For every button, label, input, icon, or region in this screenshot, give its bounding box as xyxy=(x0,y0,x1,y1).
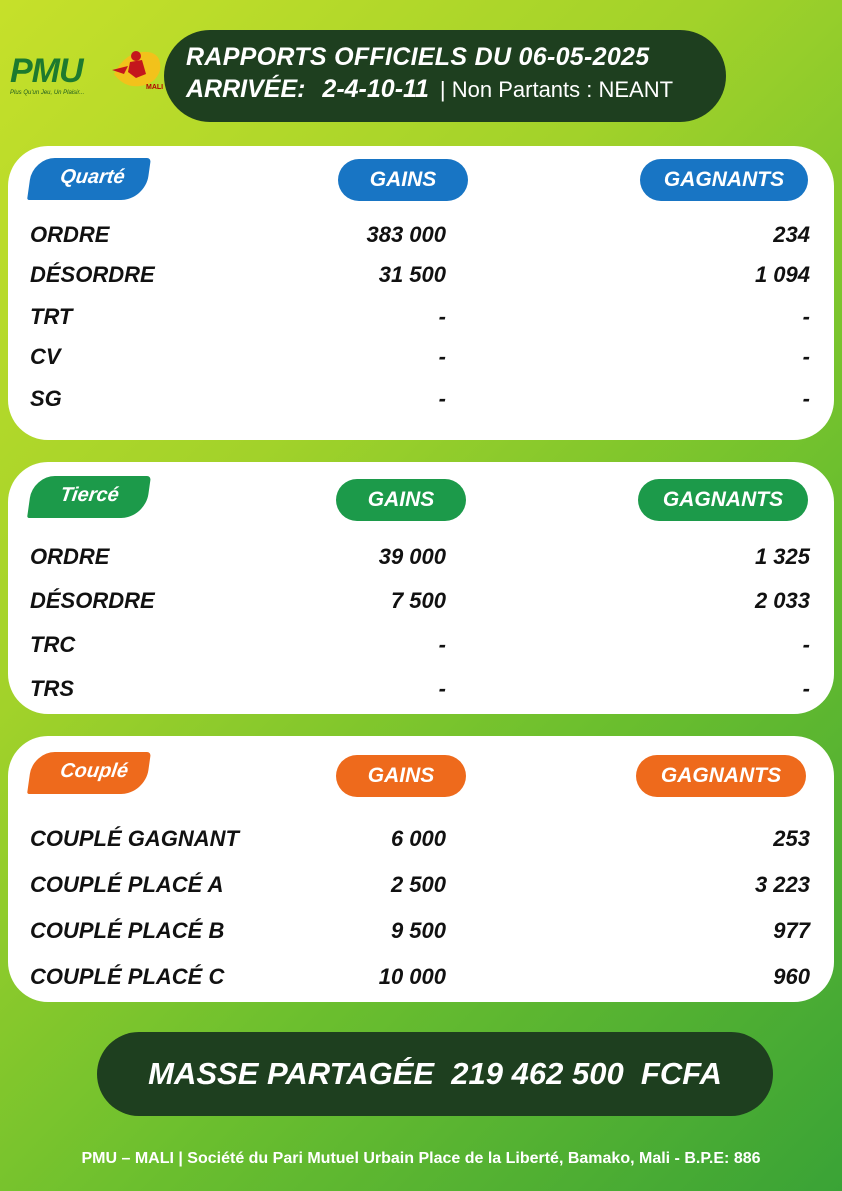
row-label: DÉSORDRE xyxy=(30,588,155,613)
couple-tag: Couplé xyxy=(27,752,151,794)
footer-text: PMU – MALI | Société du Pari Mutuel Urbain Place de la Liberté, Bamako, Mali - B.P.E: 886 xyxy=(81,1150,761,1167)
row-label: TRS xyxy=(30,676,74,701)
quarte-row xyxy=(30,384,810,414)
row-label: COUPLÉ PLACÉ A xyxy=(30,872,224,897)
header-banner xyxy=(164,30,726,122)
couple-row xyxy=(30,916,810,946)
row-gains: 7 500 xyxy=(390,588,446,613)
row-gagnants: - xyxy=(802,304,810,329)
row-label: TRT xyxy=(30,304,73,329)
row-gains: 6 000 xyxy=(390,826,446,851)
row-label: COUPLÉ PLACÉ B xyxy=(30,918,225,943)
logo-country: MALI xyxy=(146,84,164,91)
row-label: SG xyxy=(30,386,62,411)
row-gagnants: 1 325 xyxy=(754,544,810,569)
arrivee-value: 2-4-10-11 xyxy=(322,75,429,103)
row-gains: 39 000 xyxy=(378,544,446,569)
row-gagnants: 253 xyxy=(773,826,810,851)
tierce-gains-header: GAINS xyxy=(336,479,466,521)
couple-row xyxy=(30,824,810,854)
row-gains: - xyxy=(438,304,446,329)
tierce-row xyxy=(30,674,810,704)
tierce-row xyxy=(30,630,810,660)
couple-row xyxy=(30,962,810,992)
row-label: COUPLÉ PLACÉ C xyxy=(30,964,225,989)
row-gagnants: - xyxy=(802,386,810,411)
tierce-tag: Tiercé xyxy=(27,476,151,518)
non-partants: | Non Partants : NEANT xyxy=(439,77,674,102)
row-label: ORDRE xyxy=(30,222,110,247)
row-gains: 10 000 xyxy=(378,964,446,989)
quarte-gagnants-header: GAGNANTS xyxy=(640,159,808,201)
arrivee-line xyxy=(186,72,726,107)
quarte-row xyxy=(30,260,810,290)
row-gains: 9 500 xyxy=(390,918,446,943)
row-gagnants: 1 094 xyxy=(754,262,810,287)
row-label: ORDRE xyxy=(30,544,110,569)
tierce-card xyxy=(8,462,834,714)
couple-row xyxy=(30,870,810,900)
logo-text: PMU xyxy=(10,52,83,90)
tierce-gagnants-header: GAGNANTS xyxy=(638,479,808,521)
tierce-row xyxy=(30,586,810,616)
quarte-card xyxy=(8,146,834,440)
quarte-row xyxy=(30,302,810,332)
quarte-gains-header: GAINS xyxy=(338,159,468,201)
row-gagnants: - xyxy=(802,632,810,657)
row-gains: 31 500 xyxy=(378,262,446,287)
row-label: DÉSORDRE xyxy=(30,262,155,287)
row-gagnants: 960 xyxy=(773,964,810,989)
couple-gagnants-header: GAGNANTS xyxy=(636,755,806,797)
row-gains: - xyxy=(438,386,446,411)
report-title: RAPPORTS OFFICIELS DU 06-05-2025 xyxy=(186,43,650,71)
tierce-row xyxy=(30,542,810,572)
row-label: COUPLÉ GAGNANT xyxy=(30,826,239,851)
row-gains: 2 500 xyxy=(390,872,446,897)
quarte-row xyxy=(30,220,810,250)
row-gains: - xyxy=(438,632,446,657)
row-gains: - xyxy=(438,676,446,701)
row-gagnants: - xyxy=(802,676,810,701)
row-gagnants: 2 033 xyxy=(754,588,810,613)
row-gagnants: 3 223 xyxy=(754,872,810,897)
quarte-tag: Quarté xyxy=(27,158,151,200)
row-gagnants: 234 xyxy=(773,222,810,247)
logo-tagline: Plus Qu'un Jeu, Un Plaisir... xyxy=(10,90,85,96)
row-gagnants: 977 xyxy=(773,918,810,943)
row-gains: - xyxy=(438,344,446,369)
couple-gains-header: GAINS xyxy=(336,755,466,797)
arrivee-label: ARRIVÉE: xyxy=(186,75,306,103)
row-gains: 383 000 xyxy=(366,222,446,247)
row-label: TRC xyxy=(30,632,76,657)
row-label: CV xyxy=(30,344,61,369)
pmu-logo xyxy=(10,44,164,104)
couple-card xyxy=(8,736,834,1002)
quarte-row xyxy=(30,342,810,372)
row-gagnants: - xyxy=(802,344,810,369)
masse-partagee-banner: MASSE PARTAGÉE 219 462 500 FCFA xyxy=(97,1032,773,1116)
